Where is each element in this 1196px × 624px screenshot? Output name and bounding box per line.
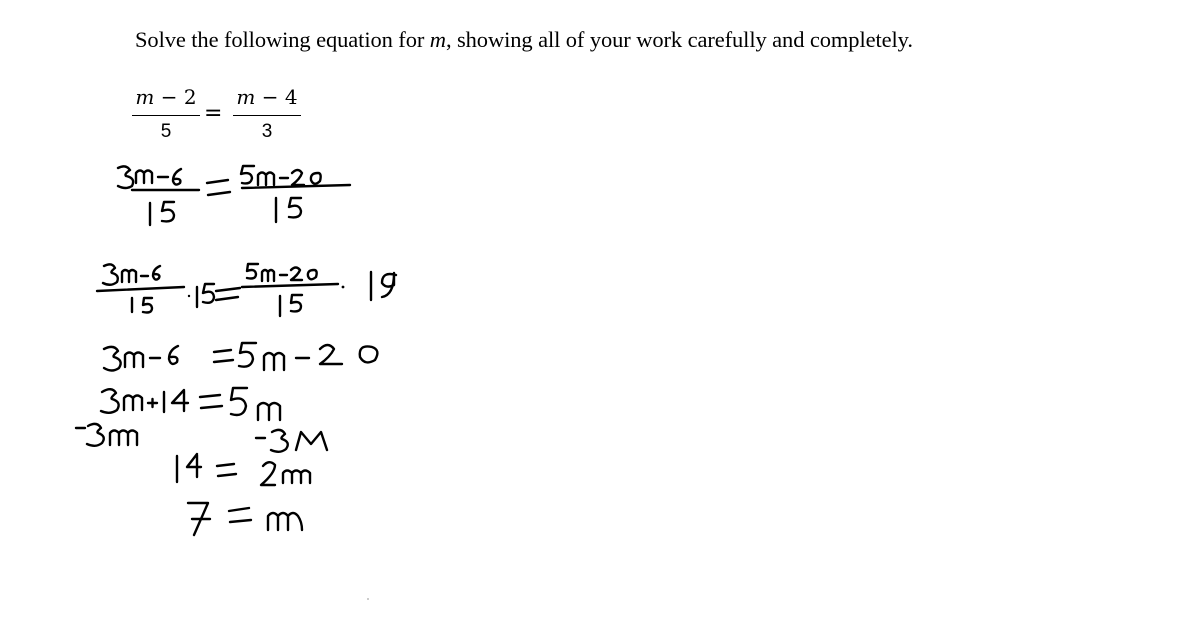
handwritten-line-1 [118, 166, 350, 225]
left-numerator: m − 2 [135, 85, 197, 109]
left-denominator: 5 [160, 121, 172, 143]
right-denominator: 3 [261, 121, 273, 143]
handwritten-line-3 [104, 343, 377, 371]
prompt-text-start: Solve the following equation for [135, 27, 430, 52]
prompt-variable: m [429, 27, 446, 52]
prompt-text-end: , showing all of your work carefully and completely. [445, 27, 913, 52]
handwritten-line-7 [188, 503, 302, 535]
equals-sign: = [204, 101, 223, 126]
handwritten-line-6 [177, 454, 310, 485]
handwritten-line-5 [76, 424, 327, 452]
handwritten-line-2 [97, 264, 396, 316]
stray-mark [367, 598, 369, 600]
right-numerator: m − 4 [236, 85, 298, 109]
handwritten-line-4 [101, 388, 280, 420]
